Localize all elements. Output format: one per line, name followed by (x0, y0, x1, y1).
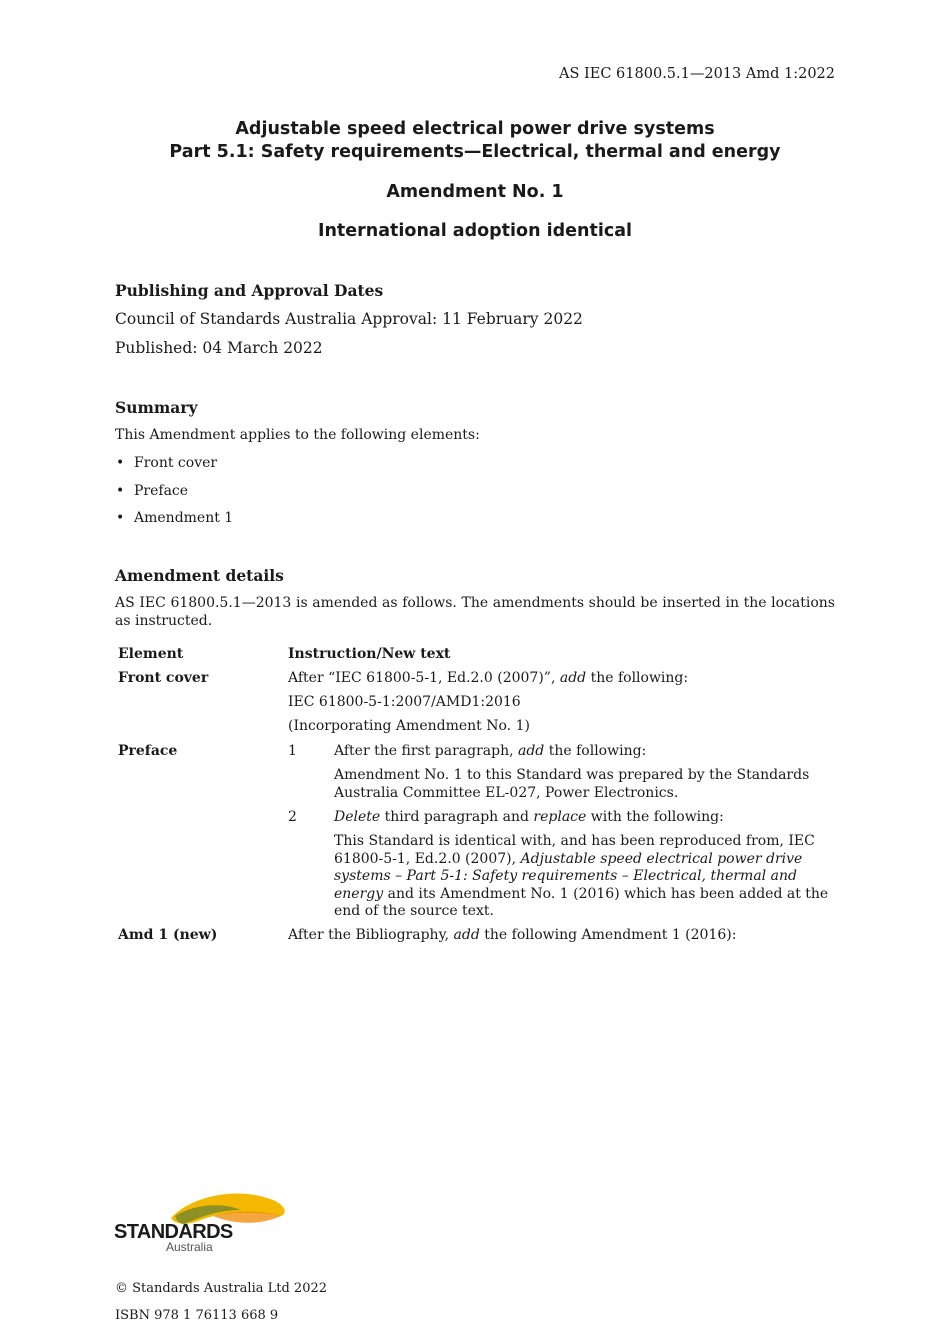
list-item: • Amendment 1 (115, 509, 233, 537)
title-line-1: Adjustable speed electrical power drive systems (235, 119, 715, 139)
details-heading: Amendment details (115, 566, 284, 585)
row-element-amd1: Amd 1 (new) (118, 927, 218, 943)
row-element-preface: Preface (118, 743, 178, 759)
adoption-status: International adoption identical (317, 221, 633, 241)
front-cover-instruction: After “IEC 61800-5-1, Ed.2.0 (2007)”, add the following: (288, 670, 689, 686)
logo-wordmark: STANDARDS (114, 1221, 233, 1243)
logo-subtitle: Australia (166, 1240, 213, 1254)
approval-date: Council of Standards Australia Approval: 11 February 2022 (115, 310, 583, 328)
front-cover-new-designation: IEC 61800-5-1:2007/AMD1:2016 (288, 694, 521, 710)
front-cover-incorporating: (Incorporating Amendment No. 1) (288, 718, 530, 734)
document-id: AS IEC 61800.5.1—2013 Amd 1:2022 (559, 66, 835, 82)
preface-item-1-instruction: After the first paragraph, add the following: (334, 743, 647, 759)
title-line-2: Part 5.1: Safety requirements—Electrical, thermal and energy (169, 142, 781, 162)
preface-item-number-1: 1 (288, 743, 297, 759)
amendment-number: Amendment No. 1 (386, 182, 564, 202)
summary-intro: This Amendment applies to the following elements: (115, 427, 480, 443)
details-intro: AS IEC 61800.5.1—2013 is amended as follows. The amendments should be inserted in the locations as instructed. (115, 595, 835, 629)
copyright: © Standards Australia Ltd 2022 (115, 1281, 328, 1296)
summary-list (115, 454, 233, 537)
logo-swoosh-icon (113, 1188, 288, 1254)
summary-heading: Summary (115, 398, 198, 417)
preface-item-1-text: Amendment No. 1 to this Standard was prepared by the Standards Australia Committee EL-027, Power Electronics. (334, 767, 810, 801)
preface-item-2-instruction: Delete third paragraph and replace with the following: (334, 809, 724, 825)
standards-australia-logo (113, 1188, 288, 1254)
preface-item-2-text: This Standard is identical with, and has been reproduced from, IEC 61800-5-1, Ed.2.0 (2007), Adjustable speed electrical power drive systems – Part 5-1: Safety requirements – Electrical, thermal and energy and its Amendment No. 1 (2016) which has been added at the end of the source text. (334, 833, 829, 919)
list-item: • Preface (115, 482, 233, 510)
column-header-element: Element (118, 646, 184, 662)
amd1-instruction: After the Bibliography, add the following Amendment 1 (2016): (288, 927, 737, 943)
isbn: ISBN 978 1 76113 668 9 (115, 1308, 279, 1323)
publishing-heading: Publishing and Approval Dates (115, 281, 384, 300)
preface-item-number-2: 2 (288, 809, 297, 825)
list-item: • Front cover (115, 454, 233, 482)
document-title (0, 118, 950, 164)
column-header-instruction: Instruction/New text (288, 646, 451, 662)
published-date: Published: 04 March 2022 (115, 339, 323, 357)
row-element-front-cover: Front cover (118, 670, 209, 686)
